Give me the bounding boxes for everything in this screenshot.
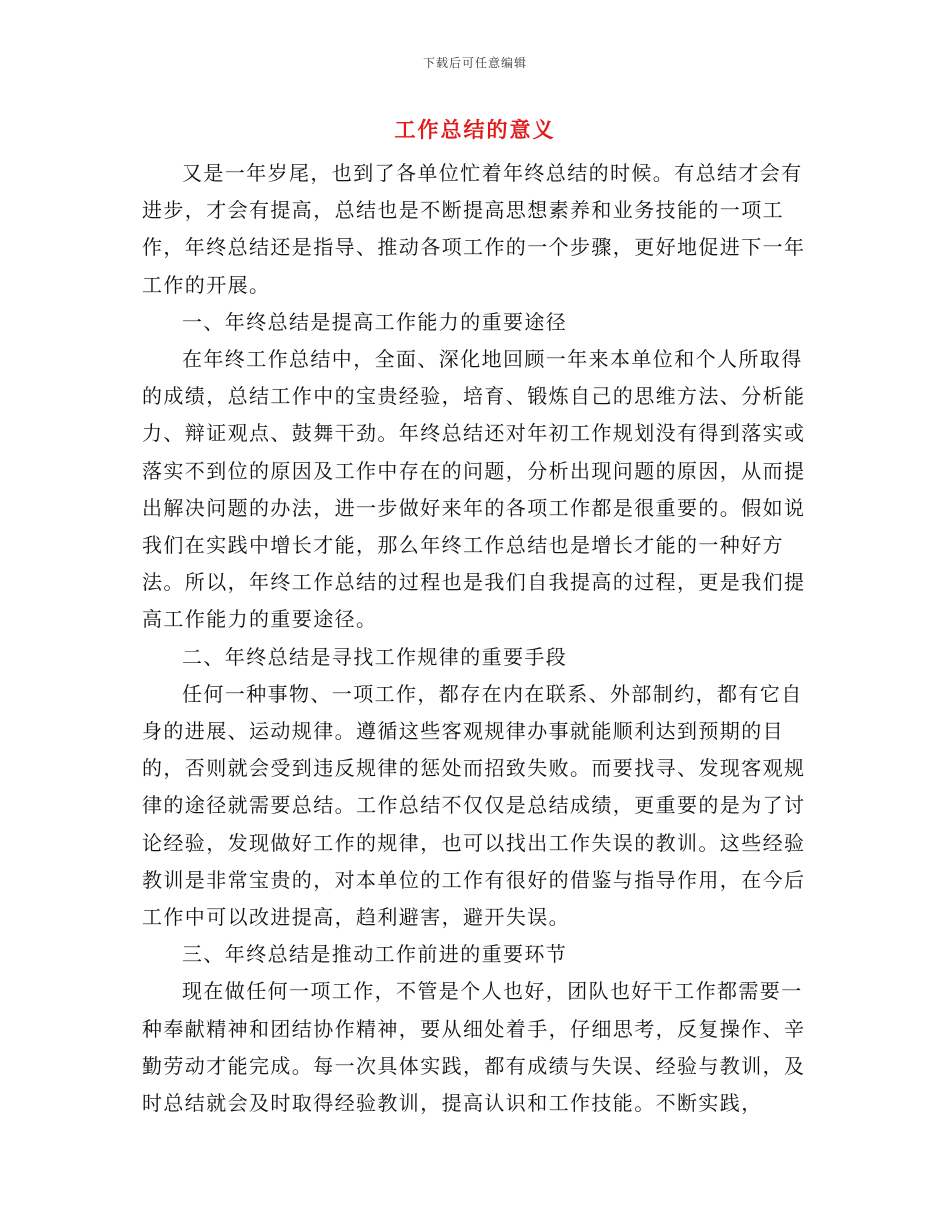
paragraph-section-3: 现在做任何一项工作，不管是个人也好，团队也好干工作都需要一种奉献精神和团结协作精神，要从细处着手，仔细思考，反复操作、辛勤劳动才能完成。每一次具体实践，都有成绩与失误、经验与教训，及时总结就会及时取得经验教训，提高认识和工作技能。不断实践， (142, 979, 806, 1116)
paragraph-section-2: 任何一种事物、一项工作，都存在内在联系、外部制约，都有它自身的进展、运动规律。遵循这些客观规律办事就能顺利达到预期的目的，否则就会受到违反规律的惩处而招致失败。而要找寻、发现客观规律的途径就需要总结。工作总结不仅仅是总结成绩，更重要的是为了讨论经验，发现做好工作的规律，也可以找出工作失误的教训。这些经验教训是非常宝贵的，对本单位的工作有很好的借鉴与指导作用，在今后工作中可以改进提高，趋利避害，避开失误。 (142, 681, 806, 930)
section-heading-2: 二、年终总结是寻找工作规律的重要手段 (182, 644, 568, 669)
document-body (142, 155, 808, 1122)
section-heading-1: 一、年终总结是提高工作能力的重要途径 (182, 309, 568, 334)
section-heading-3: 三、年终总结是推动工作前进的重要环节 (182, 942, 568, 967)
paragraph-section-1: 在年终工作总结中，全面、深化地回顾一年来本单位和个人所取得的成绩，总结工作中的宝贵经验，培育、锻炼自己的思维方法、分析能力、辩证观点、鼓舞干劲。年终总结还对年初工作规划没有得到落实或落实不到位的原因及工作中存在的问题，分析出现问题的原因，从而提出解决问题的办法，进一步做好来年的各项工作都是很重要的。假如说我们在实践中增长才能，那么年终工作总结也是增长才能的一种好方法。所以，年终工作总结的过程也是我们自我提高的过程，更是我们提高工作能力的重要途径。 (142, 347, 806, 632)
paragraph-intro: 又是一年岁尾，也到了各单位忙着年终总结的时候。有总结才会有进步，才会有提高，总结也是不断提高思想素养和业务技能的一项工作，年终总结还是指导、推动各项工作的一个步骤，更好地促进下一年工作的开展。 (142, 161, 806, 297)
document-title: 工作总结的意义 (394, 117, 556, 142)
header-note: 下载后可任意编辑 (422, 56, 527, 70)
